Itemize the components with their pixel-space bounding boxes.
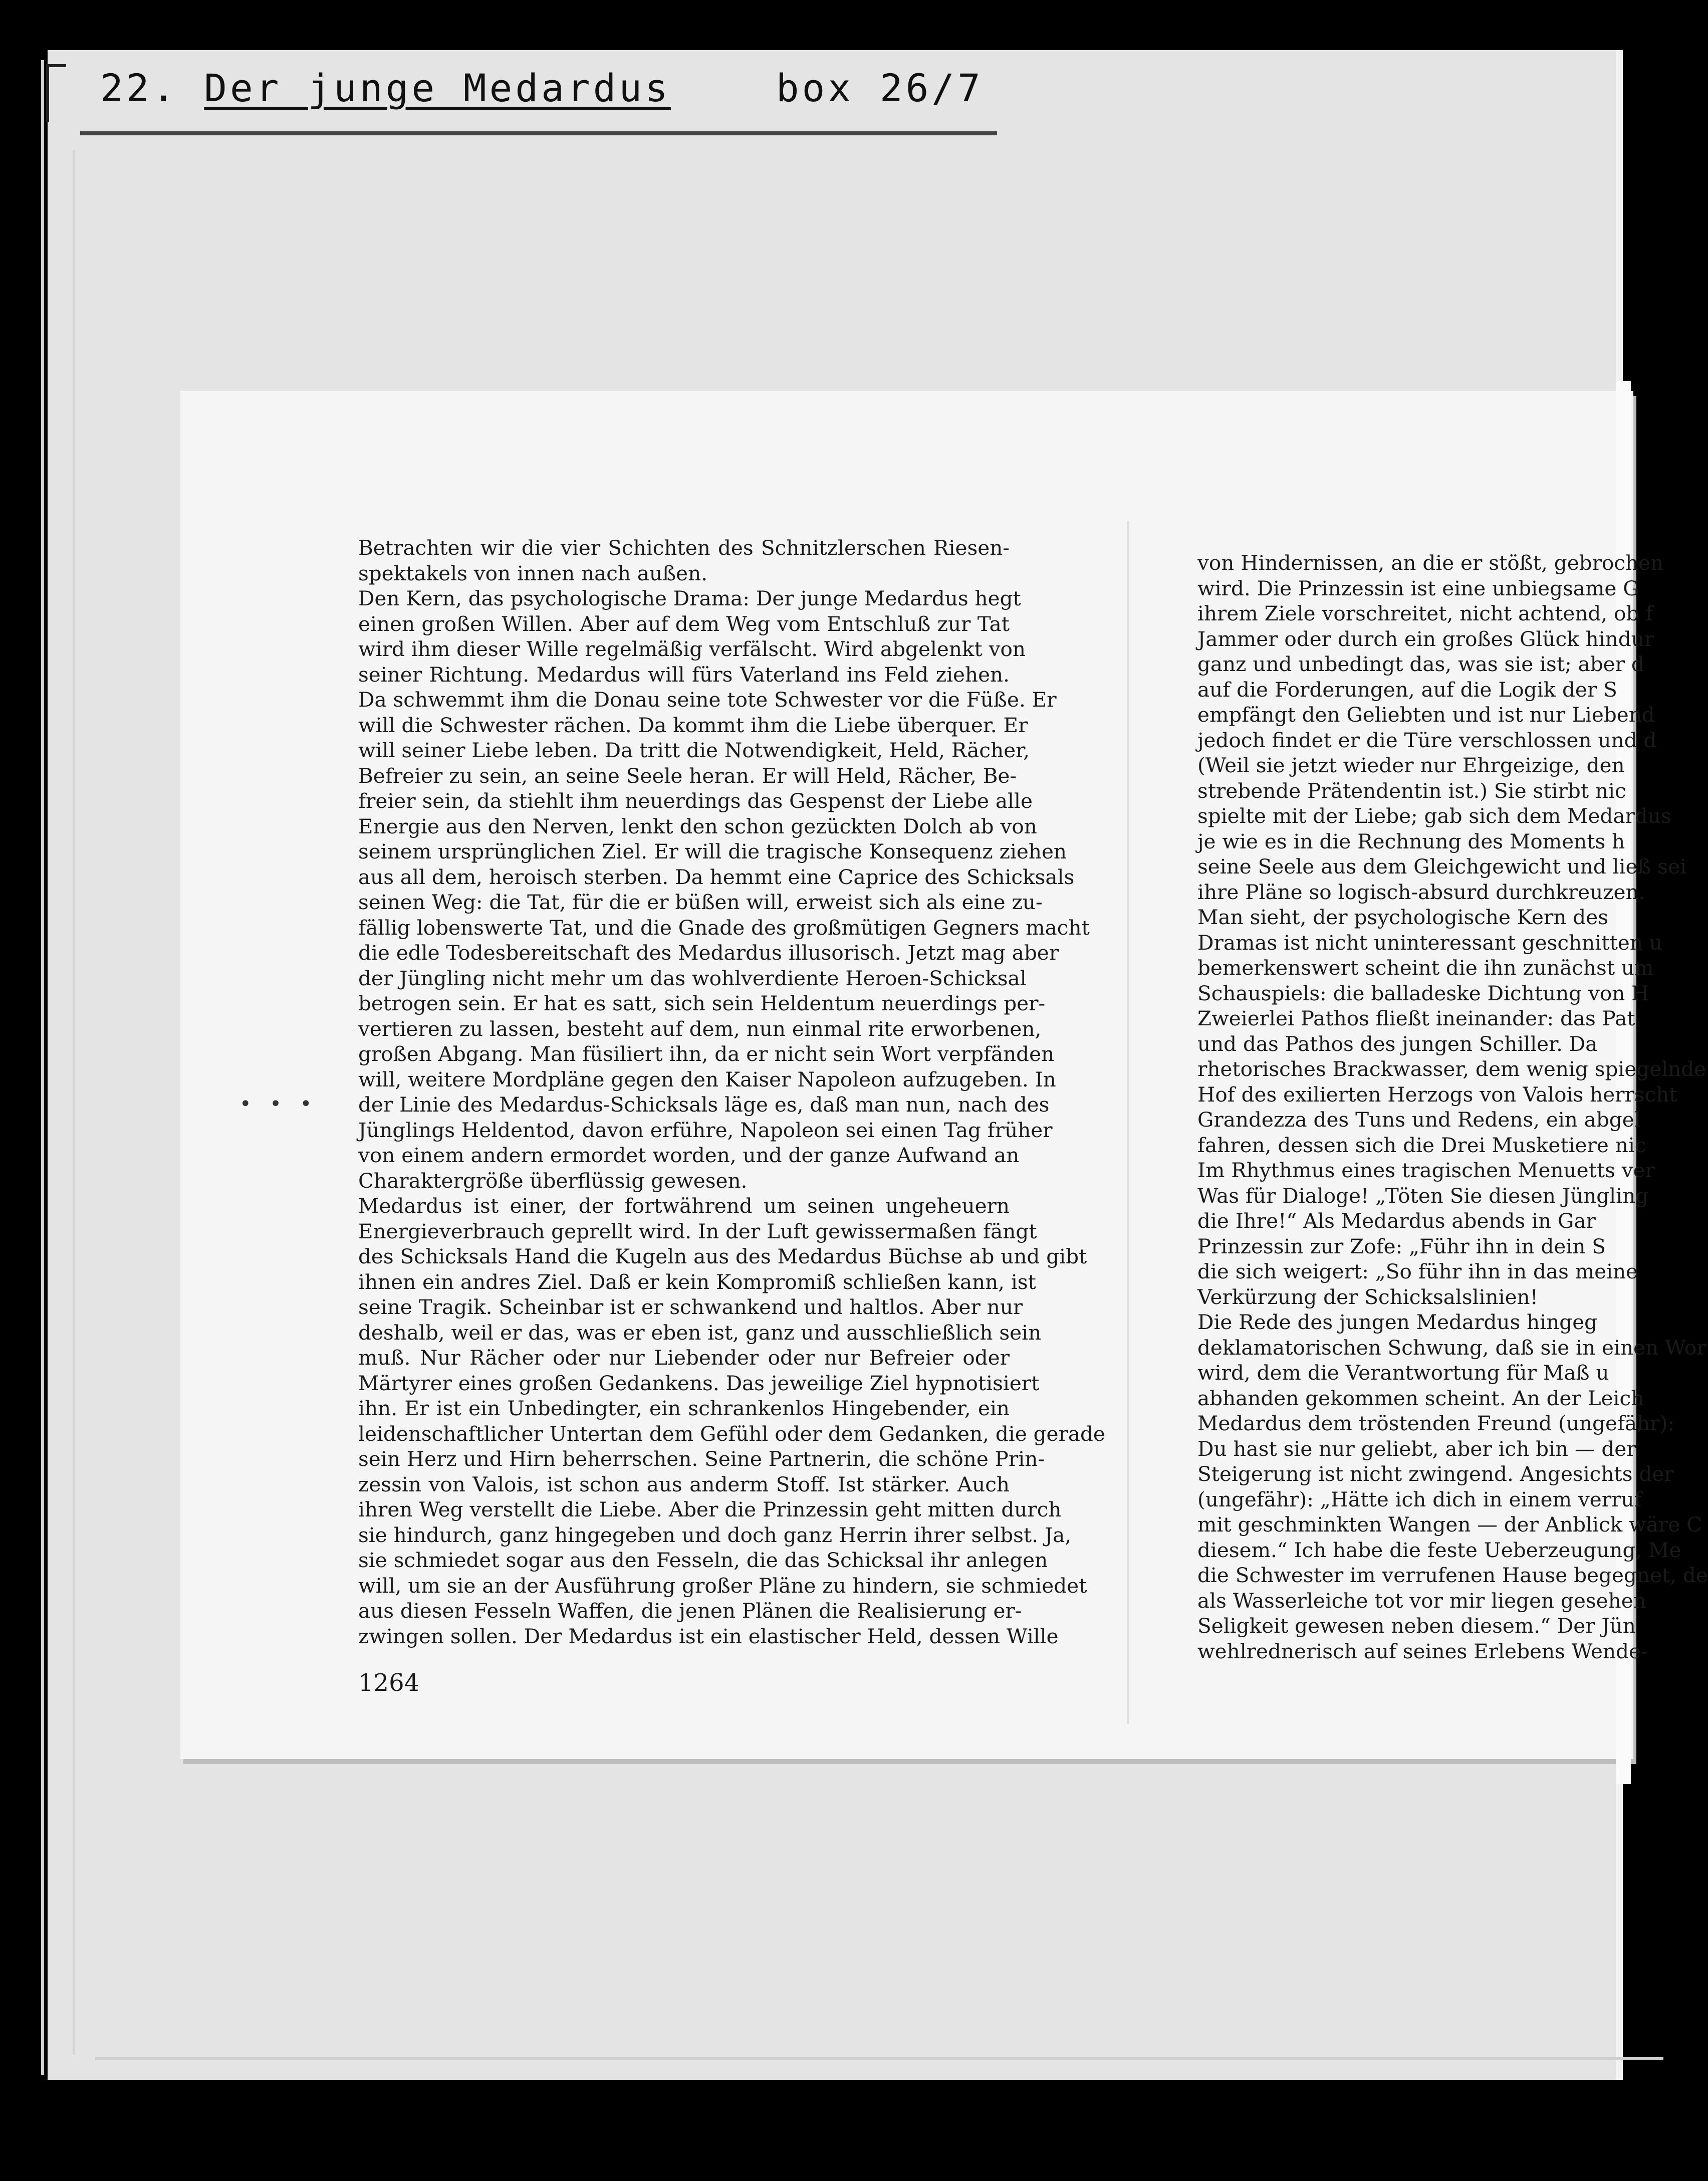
page-number: 1264: [358, 1669, 420, 1697]
text-line: Grandezza des Tuns und Redens, ein abgel: [1197, 1108, 1641, 1132]
text-line: wird ihm dieser Wille regelmäßig verfälscht. Wird abgelenkt von: [358, 637, 1026, 661]
text-line: einen großen Willen. Aber auf dem Weg vom Entschluß zur Tat: [358, 611, 1010, 636]
text-line: die Schwester im verrufenen Hause begegnet, de: [1197, 1563, 1708, 1587]
text-line: seine Seele aus dem Gleichgewicht und ließ sei: [1197, 854, 1687, 879]
text-line: die edle Todesbereitschaft des Medardus illusorisch. Jetzt mag aber: [358, 941, 1059, 965]
text-line: Die Rede des jungen Medardus hingeg: [1197, 1310, 1598, 1334]
text-line: ihrem Ziele vorschreitet, nicht achtend, ob f: [1197, 601, 1653, 625]
board-bottom-edge: [95, 2057, 1663, 2060]
text-line: des Schicksals Hand die Kugeln aus des Medardus Büchse ab und gibt: [358, 1244, 1087, 1268]
text-line: je wie es in die Rechnung des Moments h: [1197, 829, 1625, 853]
text-line: diesem.“ Ich habe die feste Ueberzeugung, Me: [1197, 1538, 1681, 1562]
text-line: Jünglings Heldentod, davon erführe, Napoleon sei einen Tag früher: [358, 1118, 1053, 1142]
text-line: abhanden gekommen scheint. An der Leich: [1197, 1386, 1644, 1410]
text-line: fahren, dessen sich die Drei Musketiere nic: [1197, 1133, 1646, 1157]
text-line: ihre Pläne so logisch-absurd durchkreuzen.: [1197, 880, 1645, 904]
text-line: ihnen ein andres Ziel. Daß er kein Kompromiß schließen kann, ist: [358, 1269, 1036, 1294]
text-line: freier sein, da stiehlt ihm neuerdings das Gespenst der Liebe alle: [358, 789, 1033, 813]
text-line: Dramas ist nicht uninteressant geschnitten u: [1197, 930, 1662, 955]
header-number: 22.: [100, 65, 178, 110]
text-line: rhetorisches Brackwasser, dem wenig spiegelnde: [1197, 1057, 1706, 1081]
text-line: sie schmiedet sogar aus den Fesseln, die das Schicksal ihr anlegen: [358, 1548, 1048, 1572]
corner-mark: [46, 64, 66, 122]
header-rule: [80, 131, 997, 135]
text-line: der Linie des Medardus-Schicksals läge es, daß man nun, nach des: [358, 1093, 1050, 1117]
text-line: deklamatorischen Schwung, daß sie in einen Wor: [1197, 1335, 1706, 1360]
clipping-fold-line: [1127, 521, 1129, 1724]
text-line: Den Kern, das psychologische Drama: Der junge Medardus hegt: [358, 586, 1021, 610]
text-line: großen Abgang. Man füsiliert ihn, da er nicht sein Wort verpfänden: [358, 1042, 1055, 1066]
text-line: wird, dem die Verantwortung für Maß u: [1197, 1361, 1609, 1385]
text-line: spielte mit der Liebe; gab sich dem Medardus: [1197, 804, 1671, 828]
header-box: box 26/7: [776, 65, 984, 110]
text-line: ihren Weg verstellt die Liebe. Aber die Prinzessin geht mitten durch: [358, 1497, 1062, 1521]
text-line: Märtyrer eines großen Gedankens. Das jeweilige Ziel hypnotisiert: [358, 1371, 1040, 1395]
text-line: Prinzessin zur Zofe: „Führ ihn in dein S: [1197, 1234, 1606, 1258]
text-line: (Weil sie jetzt wieder nur Ehrgeizige, den: [1197, 753, 1625, 777]
text-line: Befreier zu sein, an seine Seele heran. Er will Held, Rächer, Be-: [358, 763, 1017, 788]
text-line: empfängt den Geliebten und ist nur Liebend: [1197, 703, 1655, 727]
text-line: zessin von Valois, ist schon aus anderm Stoff. Ist stärker. Auch: [358, 1472, 1010, 1496]
text-line: vertieren zu lassen, besteht auf dem, nun einmal rite erworbenen,: [358, 1016, 1042, 1041]
text-line: und das Pathos des jungen Schiller. Da: [1197, 1031, 1598, 1056]
text-line: Schauspiels: die balladeske Dichtung von H: [1197, 981, 1649, 1005]
text-line: von einem andern ermordet worden, und der ganze Aufwand an: [358, 1143, 1020, 1167]
text-line: Jammer oder durch ein großes Glück hindur: [1197, 626, 1654, 651]
right-text-column: [1197, 550, 1708, 1664]
text-line: als Wasserleiche tot vor mir liegen gesehen: [1197, 1588, 1646, 1613]
text-line: fällig lobenswerte Tat, und die Gnade des großmütigen Gegners macht: [358, 915, 1090, 940]
text-line: ihn. Er ist ein Unbedingter, ein schrankenlos Hingebender, ein: [358, 1396, 1010, 1420]
text-line: will, um sie an der Ausführung großer Pläne zu hindern, sie schmiedet: [358, 1573, 1087, 1598]
text-line: ganz und unbedingt das, was sie ist; aber d: [1197, 652, 1644, 676]
text-line: die sich weigert: „So führ ihn in das meine: [1197, 1259, 1638, 1283]
text-line: aus all dem, heroisch sterben. Da hemmt eine Caprice des Schicksals: [358, 864, 1075, 889]
text-line: wehlrednerisch auf seines Erlebens Wende-: [1197, 1639, 1648, 1663]
board-left-edge: [41, 60, 44, 2075]
text-line: bemerkenswert scheint die ihn zunächst um: [1197, 956, 1654, 980]
left-text-column: [358, 535, 1105, 1649]
margin-dots: • • •: [239, 1093, 318, 1116]
text-line: Energieverbrauch geprellt wird. In der Luft gewissermaßen fängt: [358, 1219, 1037, 1243]
text-line: seine Tragik. Scheinbar ist er schwankend und haltlos. Aber nur: [358, 1295, 1023, 1319]
text-line: will die Schwester rächen. Da kommt ihm die Liebe überquer. Er: [358, 713, 1028, 737]
text-line: will, weitere Mordpläne gegen den Kaiser Napoleon aufzugeben. In: [358, 1067, 1056, 1092]
text-line: zwingen sollen. Der Medardus ist ein elastischer Held, dessen Wille: [358, 1624, 1059, 1648]
text-line: Da schwemmt ihm die Donau seine tote Schwester vor die Füße. Er: [358, 688, 1057, 712]
text-line: Man sieht, der psychologische Kern des: [1197, 905, 1608, 929]
text-line: (ungefähr): „Hätte ich dich in einem verruf: [1197, 1487, 1642, 1511]
text-line: Was für Dialoge! „Töten Sie diesen Jüngling: [1197, 1183, 1649, 1208]
text-line: wird. Die Prinzessin ist eine unbiegsame G: [1197, 576, 1639, 600]
text-line: spektakels von innen nach außen.: [358, 561, 708, 585]
text-line: leidenschaftlicher Untertan dem Gefühl oder dem Gedanken, die gerade: [358, 1421, 1105, 1446]
text-line: aus diesen Fesseln Waffen, die jenen Plänen die Realisierung er-: [358, 1599, 1022, 1623]
text-line: sie hindurch, ganz hingegeben und doch ganz Herrin ihrer selbst. Ja,: [358, 1522, 1072, 1547]
archive-header: [100, 60, 984, 115]
text-line: sein Herz und Hirn beherrschen. Seine Partnerin, die schöne Prin-: [358, 1447, 1045, 1471]
text-line: der Jüngling nicht mehr um das wohlverdiente Heroen-Schicksal: [358, 966, 1027, 990]
header-title: Der junge Medardus: [204, 65, 671, 110]
text-line: deshalb, weil er das, was er eben ist, ganz und ausschließlich sein: [358, 1320, 1042, 1345]
text-line: Verkürzung der Schicksalslinien!: [1197, 1284, 1538, 1309]
text-line: Energie aus den Nerven, lenkt den schon gezückten Dolch ab von: [358, 814, 1037, 838]
text-line: Im Rhythmus eines tragischen Menuetts ver: [1197, 1158, 1655, 1182]
text-line: auf die Forderungen, auf die Logik der S: [1197, 677, 1617, 702]
text-line: jedoch findet er die Türe verschlossen und d: [1197, 728, 1657, 752]
text-line: seiner Richtung. Medardus will fürs Vaterland ins Feld ziehen.: [358, 662, 1010, 687]
text-line: Charaktergröße überflüssig gewesen.: [358, 1168, 748, 1193]
text-line: die Ihre!“ Als Medardus abends in Gar: [1197, 1209, 1596, 1233]
text-line: strebende Prätendentin ist.) Sie stirbt nic: [1197, 778, 1626, 803]
text-line: Betrachten wir die vier Schichten des Schnitzlerschen Riesen-: [358, 536, 1010, 560]
text-line: will seiner Liebe leben. Da tritt die Notwendigkeit, Held, Rächer,: [358, 738, 1030, 762]
text-line: Medardus ist einer, der fortwährend um seinen ungeheuern: [358, 1194, 1010, 1218]
text-line: betrogen sein. Er hat es satt, sich sein Heldentum neuerdings per-: [358, 991, 1046, 1015]
board-inner-line: [73, 150, 75, 2055]
text-line: seinem ursprünglichen Ziel. Er will die tragische Konsequenz ziehen: [358, 839, 1067, 863]
text-line: muß. Nur Rächer oder nur Liebender oder nur Befreier oder: [358, 1346, 1010, 1370]
text-line: Seligkeit gewesen neben diesem.“ Der Jün: [1197, 1614, 1636, 1638]
text-line: Steigerung ist nicht zwingend. Angesichts der: [1197, 1462, 1674, 1486]
text-line: seinen Weg: die Tat, für die er büßen will, erweist sich als eine zu-: [358, 890, 1043, 914]
text-line: von Hindernissen, an die er stößt, gebrochen: [1197, 551, 1664, 575]
text-line: Medardus dem tröstenden Freund (ungefähr):: [1197, 1411, 1674, 1435]
text-line: Hof des exilierten Herzogs von Valois herrscht: [1197, 1082, 1677, 1107]
text-line: Du hast sie nur geliebt, aber ich bin — der: [1197, 1436, 1636, 1461]
text-line: Zweierlei Pathos fließt ineinander: das Pat: [1197, 1006, 1635, 1030]
text-line: mit geschminkten Wangen — der Anblick wäre C: [1197, 1512, 1702, 1537]
